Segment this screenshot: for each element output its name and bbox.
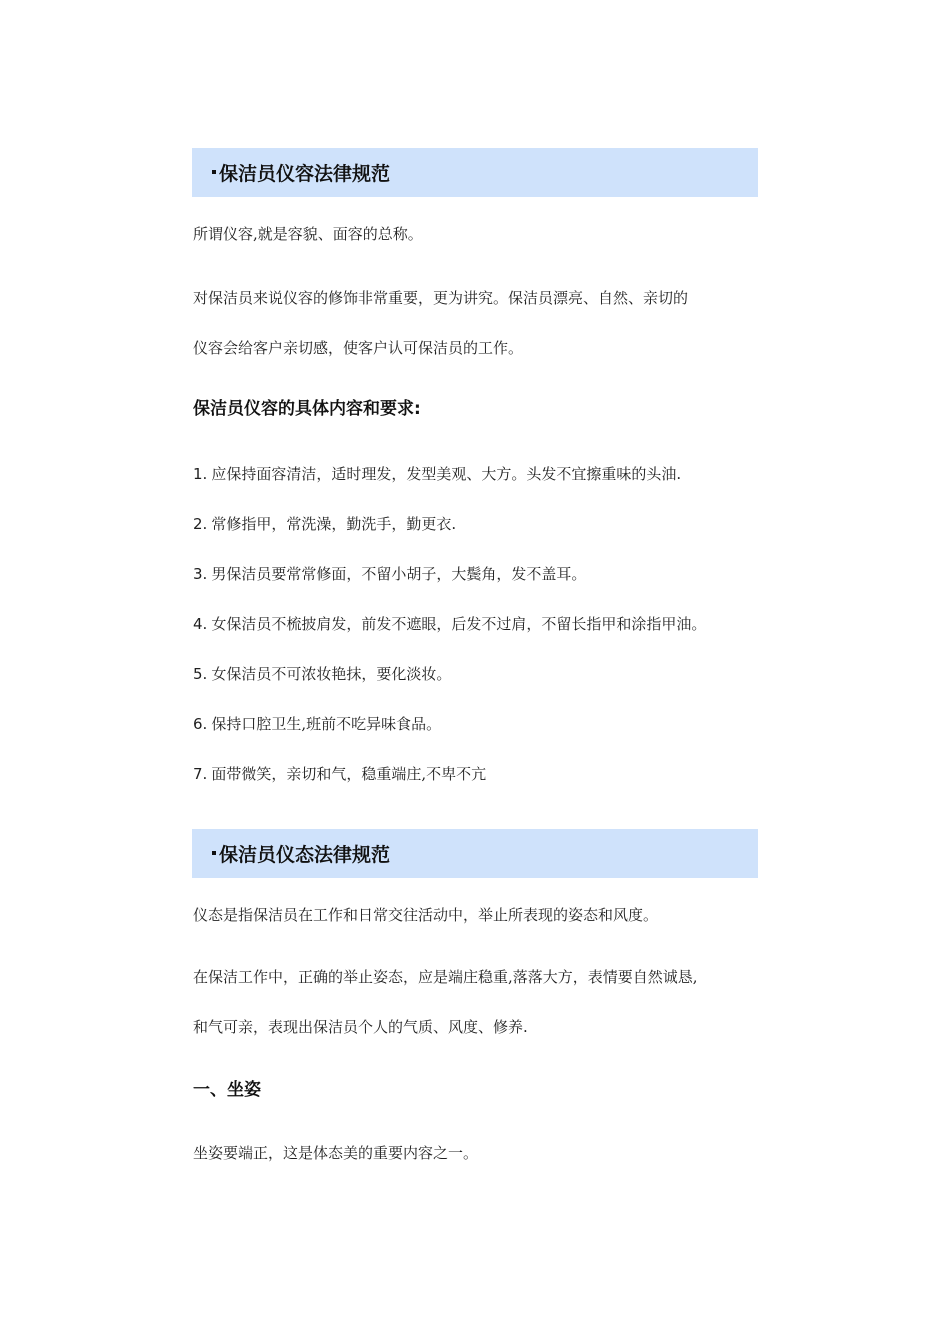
list-item-text: 女保洁员不可浓妆艳抹，要化淡妆。 (211, 665, 452, 683)
list-item (193, 764, 486, 784)
list-item-number: 2. (193, 515, 208, 533)
list-item (193, 614, 706, 634)
paragraph: 坐姿要端正，这是体态美的重要内容之一。 (193, 1144, 479, 1162)
paragraph: 仪态是指保洁员在工作和日常交往活动中，举止所表现的姿态和风度。 (193, 906, 659, 924)
subheading: 一、坐姿 (193, 1080, 261, 1100)
paragraph: 对保洁员来说仪容的修饰非常重要，更为讲究。保洁员漂亮、自然、亲切的 (193, 289, 689, 307)
list-item-number: 5. (193, 665, 208, 683)
section-title: 保洁员仪容法律规范 (219, 163, 391, 185)
paragraph: 仪容会给客户亲切感，使客户认可保洁员的工作。 (193, 339, 524, 357)
list-item-text: 常修指甲，常洗澡，勤洗手，勤更衣. (211, 515, 457, 533)
list-item-number: 1. (193, 465, 208, 483)
paragraph: 在保洁工作中，正确的举止姿态，应是端庄稳重,落落大方，表情要自然诚恳, (193, 968, 698, 986)
list-item (193, 514, 456, 534)
bullet-icon (212, 851, 216, 855)
list-item-number: 3. (193, 565, 208, 583)
list-item (193, 464, 681, 484)
list-item-text: 面带微笑，亲切和气，稳重端庄,不卑不亢 (211, 765, 487, 783)
list-item-text: 女保洁员不梳披肩发，前发不遮眼，后发不过肩，不留长指甲和涂指甲油。 (211, 615, 707, 633)
list-item-text: 应保持面容清洁，适时理发，发型美观、大方。头发不宜擦重味的头油. (211, 465, 682, 483)
list-item-text: 男保洁员要常常修面，不留小胡子，大鬓角，发不盖耳。 (211, 565, 587, 583)
section-header-appearance (192, 148, 758, 197)
list-item (193, 664, 451, 684)
list-item (193, 564, 586, 584)
list-item-number: 7. (193, 765, 208, 783)
section-title: 保洁员仪态法律规范 (219, 844, 391, 866)
list-item-text: 保持口腔卫生,班前不吃异味食品。 (211, 715, 442, 733)
subheading: 保洁员仪容的具体内容和要求: (193, 399, 421, 419)
list-item-number: 6. (193, 715, 208, 733)
list-item-number: 4. (193, 615, 208, 633)
section-header-demeanor (192, 829, 758, 878)
paragraph: 所谓仪容,就是容貌、面容的总称。 (193, 225, 423, 243)
paragraph: 和气可亲，表现出保洁员个人的气质、风度、修养. (193, 1018, 528, 1036)
list-item (193, 714, 441, 734)
bullet-icon (212, 170, 216, 174)
